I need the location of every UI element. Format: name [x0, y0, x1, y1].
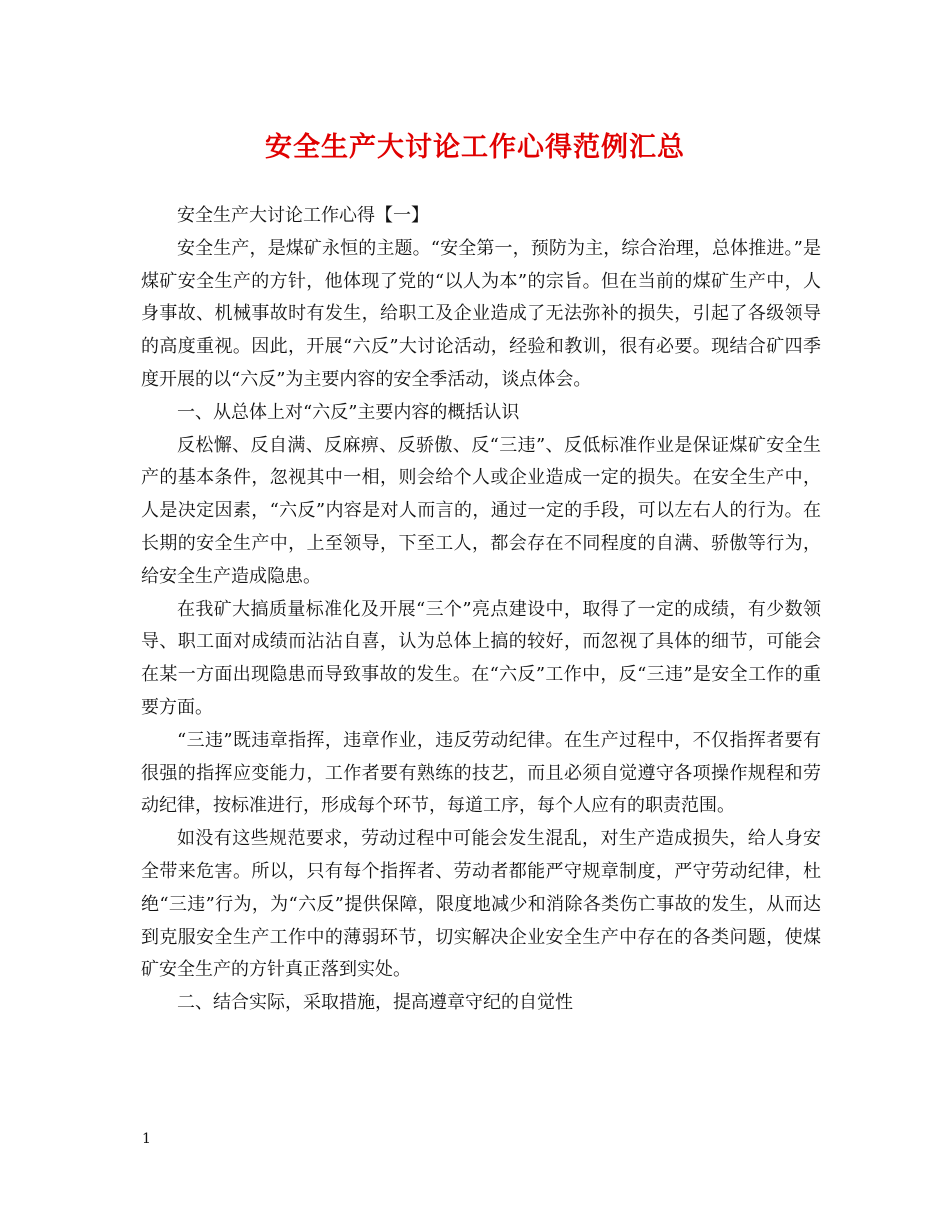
section-heading: 一、从总体上对“六反”主要内容的概括认识 [177, 401, 520, 423]
paragraph: 如没有这些规范要求，劳动过程中可能会发生混乱，对生产造成损失，给人身安全带来危害。所以，只有每个指挥者、劳动者都能严守规章制度，严守劳动纪律，杜绝“三违”行为，为“六反”提供保障，限度地减少和消除各类伤亡事故的发生，从而达到克服安全生产工作中的薄弱环节，切实解决企业安全生产中存在的各类问题，使煤矿安全生产的方针真正落到实处。 [141, 828, 821, 981]
paragraph: 反松懈、反自满、反麻痹、反骄傲、反“三违”、反低标准作业是保证煤矿安全生产的基本条件，忽视其中一相，则会给个人或企业造成一定的损失。在安全生产中，人是决定因素，“六反”内容是对人而言的，通过一定的手段，可以左右人的行为。在长期的安全生产中，上至领导，下至工人，都会存在不同程度的自满、骄傲等行为，给安全生产造成隐患。 [141, 434, 821, 587]
section-heading: 安全生产大讨论工作心得【一】 [177, 205, 429, 226]
paragraph: 安全生产，是煤矿永恒的主题。“安全第一，预防为主，综合治理，总体推进。”是煤矿安全生产的方针，他体现了党的“以人为本”的宗旨。但在当前的煤矿生产中，人身事故、机械事故时有发生，给职工及企业造成了无法弥补的损失，引起了各级领导的高度重视。因此，开展“六反”大讨论活动，经验和教训，很有必要。现结合矿四季度开展的以“六反”为主要内容的安全季活动，谈点体会。 [141, 237, 821, 390]
paragraph: 在我矿大搞质量标准化及开展“三个”亮点建设中，取得了一定的成绩，有少数领导、职工面对成绩而沾沾自喜，认为总体上搞的较好，而忽视了具体的细节，可能会在某一方面出现隐患而导致事故的发生。在“六反”工作中，反“三违”是安全工作的重要方面。 [141, 598, 821, 718]
document-title: 安全生产大讨论工作心得范例汇总 [265, 132, 685, 163]
document-body [141, 200, 821, 1020]
section-heading: 二、结合实际，采取措施，提高遵章守纪的自觉性 [177, 992, 573, 1014]
page-number: 1 [142, 1131, 151, 1147]
paragraph: “三违”既违章指挥，违章作业，违反劳动纪律。在生产过程中，不仅指挥者要有很强的指挥应变能力，工作者要有熟练的技艺，而且必须自觉遵守各项操作规程和劳动纪律，按标准进行，形成每个环节，每道工序，每个人应有的职责范围。 [141, 729, 821, 817]
